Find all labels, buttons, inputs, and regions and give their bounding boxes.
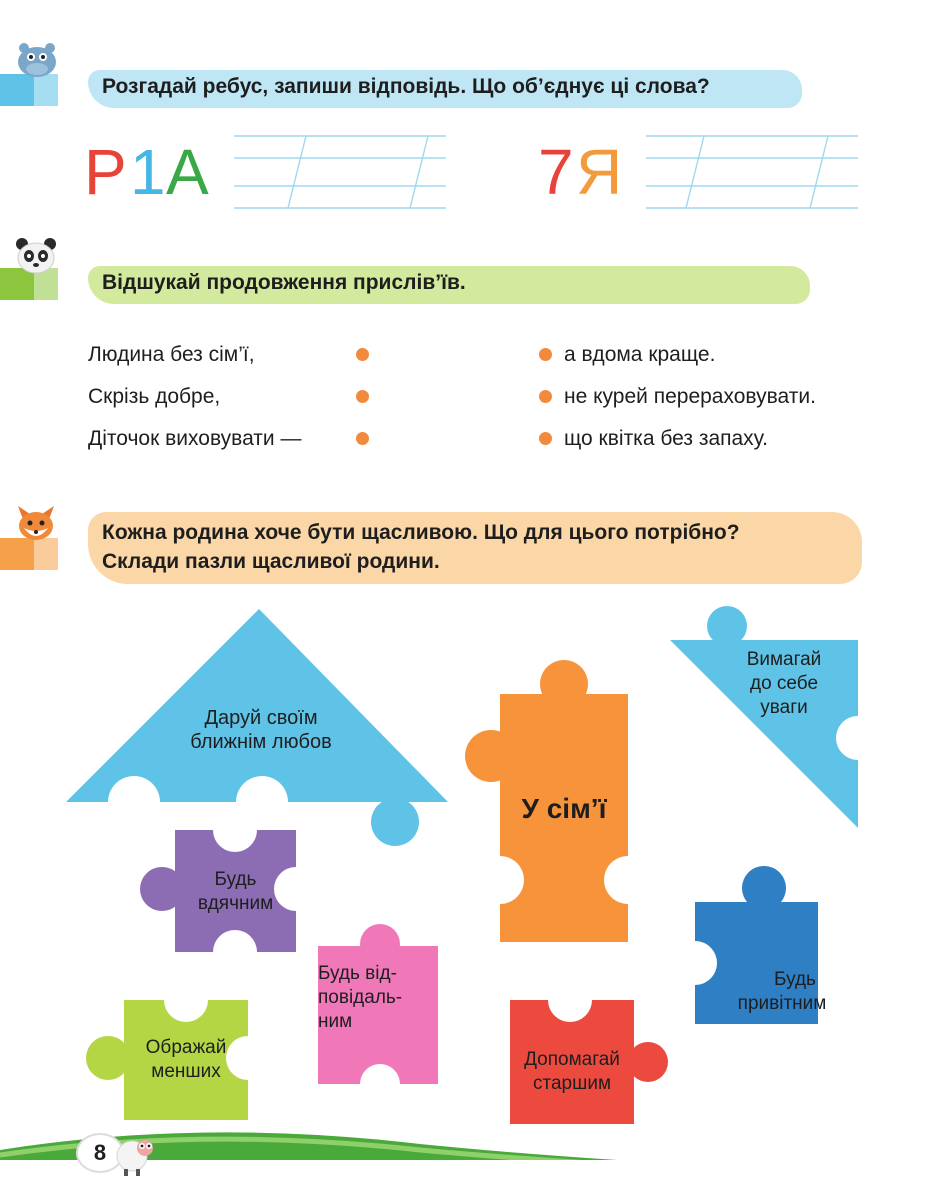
corner-text-line-2: до себе (749, 673, 819, 694)
pink-text-line-2: повідаль- (318, 987, 403, 1008)
green-text (124, 1036, 248, 1084)
rebus-1-part-1: Р (84, 136, 127, 208)
blue-text (695, 968, 845, 1016)
green-text-line-1: Ображай (145, 1037, 227, 1058)
green-text-line-2: менших (151, 1061, 221, 1082)
corner-text (724, 648, 844, 720)
proverb-end-2: не курей перераховувати. (564, 385, 816, 408)
red-text (504, 1048, 640, 1096)
pink-text-line-1: Будь від- (318, 963, 397, 984)
corner-text-line-3: уваги (760, 697, 808, 718)
page-number: 8 (76, 1133, 124, 1173)
blue-text-line-1: Будь (774, 969, 816, 990)
task-2-banner (88, 266, 810, 304)
triangle-text-line-2: ближнім любов (190, 731, 332, 753)
rebus-2-part-2: Я (576, 136, 623, 208)
proverb-start-3: Діточок виховувати — (88, 427, 302, 450)
task-1-banner (88, 70, 802, 108)
match-dot-right-1[interactable] (539, 348, 552, 361)
red-text-line-1: Допомагай (524, 1049, 620, 1070)
triangle-text-line-1: Даруй своїм (204, 707, 318, 729)
proverb-end-3: що квітка без запаху. (564, 427, 768, 450)
center-text: У сім’ї (521, 793, 607, 824)
hippo-icon (14, 40, 60, 80)
proverb-start-1: Людина без сім’ї, (88, 343, 255, 366)
task-3-title-line-1: Кожна родина хоче бути щасливою. Що для цього потрібно? (102, 521, 740, 544)
pink-text (318, 962, 422, 1034)
rebus-1-part-2: 1 (130, 136, 166, 208)
task-1-title: Розгадай ребус, запиши відповідь. Що об’єднує ці слова? (102, 75, 710, 98)
match-dot-left-3[interactable] (356, 432, 369, 445)
red-text-line-2: старшим (532, 1073, 612, 1094)
rebus-2-part-1: 7 (538, 136, 574, 208)
sheep-icon (112, 1132, 158, 1178)
match-dot-right-3[interactable] (539, 432, 552, 445)
match-dot-right-2[interactable] (539, 390, 552, 403)
answer-lines-2[interactable] (646, 128, 858, 214)
purple-text-line-1: Будь (214, 869, 257, 890)
task-3-title-line-2: Склади пазли щасливої родини. (102, 550, 440, 573)
task-3-banner (88, 512, 862, 584)
rebus-1-part-3: А (166, 136, 209, 208)
panda-icon (14, 236, 58, 276)
purple-text-line-2: вдячним (197, 893, 274, 914)
corner-text-line-1: Вимагай (746, 649, 822, 670)
fox-icon (14, 504, 58, 544)
proverb-start-2: Скрізь добре, (88, 385, 221, 408)
proverb-end-1: а вдома краще. (564, 343, 716, 366)
triangle-text (166, 706, 356, 754)
answer-lines-1[interactable] (234, 128, 446, 214)
match-dot-left-1[interactable] (356, 348, 369, 361)
pink-text-line-3: ним (318, 1011, 353, 1032)
blue-text-line-2: привітним (737, 993, 827, 1014)
match-dot-left-2[interactable] (356, 390, 369, 403)
task-2-title: Відшукай продовження прислів’їв. (102, 271, 466, 294)
purple-text (175, 868, 296, 916)
